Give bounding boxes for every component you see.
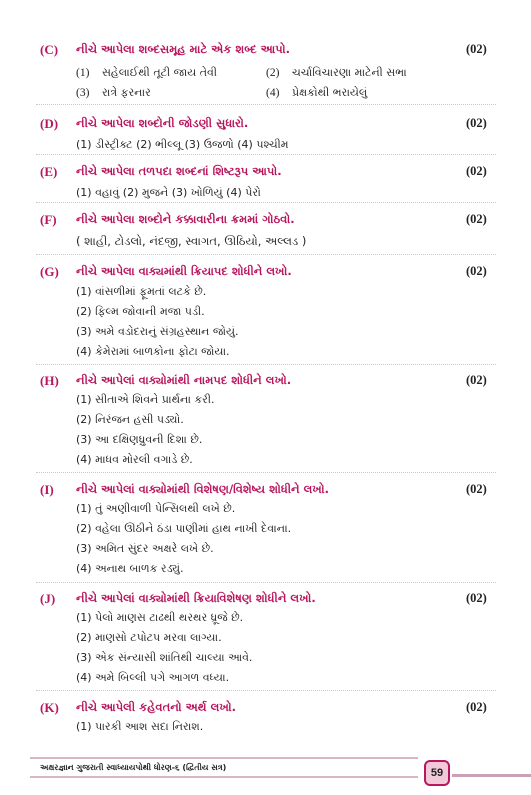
question-h: [0, 373, 531, 466]
divider: [36, 472, 496, 473]
question-letter: (E): [40, 164, 58, 179]
question-marks: (02): [466, 373, 487, 387]
question-line: (1) ડીસ્ટ્રીક્ટ (2) ભીલ્લૂ (3) ઉજળો (4) પશ્ચીમ: [76, 138, 289, 151]
divider: [36, 582, 496, 583]
divider: [36, 202, 496, 203]
question-title: નીચે આપેલાં વાક્યોમાંથી નામપદ શોધીને લખો.: [76, 373, 292, 387]
divider: [36, 104, 496, 105]
question-e: [0, 164, 531, 199]
question-line: (1) પારકી આશ સદા નિરાશ.: [76, 720, 204, 733]
footer-stripe: [30, 757, 418, 759]
question-line: (2) વહેલા ઊઠીને ઠંડા પાણીમાં હાથ નાખી દેવાના.: [76, 522, 292, 535]
divider: [36, 364, 496, 365]
question-marks: (02): [466, 212, 487, 226]
question-title: નીચે આપેલા તળપદા શબ્દનાં શિષ્ટરૂપ આપો.: [76, 164, 282, 178]
question-title: નીચે આપેલી કહેવતનો અર્થ લખો.: [76, 700, 237, 714]
question-line: (4) કેમેરામાં બાળકોના ફોટા જોયા.: [76, 345, 230, 358]
question-letter: (I): [40, 482, 54, 497]
divider: [36, 254, 496, 255]
question-line: (3) અમિત સુંદર અક્ષરે લખે છે.: [76, 542, 214, 555]
question-line: (3) અમે વડોદરાનું સંગ્રહસ્થાન જોયું.: [76, 325, 239, 338]
question-line: (1) તું અણીવાળી પેન્સિલથી લખે છે.: [76, 502, 236, 515]
question-letter: (H): [40, 373, 59, 388]
footer-stripe: [452, 774, 531, 777]
question-title: નીચે આપેલા વાક્યમાંથી ક્રિયાપદ શોધીને લખો.: [76, 264, 292, 278]
question-line: (3) એક સંન્યાસી શાંતિથી ચાલ્યા આવે.: [76, 651, 253, 664]
question-marks: (02): [466, 264, 487, 278]
divider: [36, 154, 496, 155]
question-letter: (F): [40, 212, 57, 227]
question-marks: (02): [466, 700, 487, 714]
question-title: નીચે આપેલાં વાક્યોમાંથી ક્રિયાવિશેષણ શોધીને લખો.: [76, 591, 316, 605]
question-letter: (C): [40, 42, 59, 57]
question-d: [0, 116, 531, 151]
question-line: (2) નિરંજન હસી પડ્યો.: [76, 413, 184, 426]
question-line: (1) વાંસળીમાં ફૂમતાં લટકે છે.: [76, 285, 207, 298]
question-title: નીચે આપેલાં વાક્યોમાંથી વિશેષણ/વિશેષ્ય શોધીને લખો.: [76, 482, 329, 496]
footer-stripe: [30, 776, 418, 778]
question-line: (1) સીતાએ શિવને પ્રાર્થના કરી.: [76, 393, 215, 406]
question-line: (1) પેલો માણસ ટાઢથી થરથર ધ્રૂજે છે.: [76, 611, 244, 624]
question-letter: (J): [40, 591, 56, 606]
question-j: [0, 591, 531, 684]
question-line: (4) માધવ મોરલી વગાડે છે.: [76, 453, 193, 466]
question-line: (3) આ દક્ષિણધ્રુવની દિશા છે.: [76, 433, 203, 446]
question-marks: (02): [466, 164, 487, 178]
question-i: [0, 482, 531, 575]
grid-item: (2) ચર્ચાવિચારણા માટેની સભા: [266, 66, 407, 79]
question-marks: (02): [466, 42, 487, 56]
question-c: [0, 42, 531, 99]
question-letter: (K): [40, 700, 59, 715]
page-number-badge: 59: [424, 760, 450, 786]
question-line: (2) માણસો ટપોટપ મરવા લાગ્યા.: [76, 631, 222, 644]
question-line: (4) અનાથ બાળક રડ્યું.: [76, 562, 184, 575]
question-letter: (G): [40, 264, 59, 279]
grid-item: (4) પ્રેક્ષકોથી ભરાયેલું: [266, 86, 368, 99]
divider: [36, 690, 496, 691]
grid-item: (3) રાત્રે ફરનાર: [76, 86, 151, 99]
question-line: ( શાહી, ટોડલો, નંદજી, સ્વાગત, ઊઠિયો, અલ્લડ ): [76, 234, 307, 248]
question-line: (4) અમે બિલ્લી પગે આગળ વધ્યા.: [76, 671, 230, 684]
footer-book-title: અક્ષરજ્ઞાન ગુજરાતી સ્વાધ્યાયપોથી ધોરણ-૬ (દ્વિતીય સત્ર): [40, 763, 227, 772]
question-g: [0, 264, 531, 358]
question-title: નીચે આપેલા શબ્દોને કક્કાવારીના ક્રમમાં ગોઠવો.: [76, 212, 295, 226]
question-line: (2) ફિલ્મ જોવાની મજા પડી.: [76, 305, 205, 318]
question-f: [0, 212, 531, 248]
question-title: નીચે આપેલા શબ્દોની જોડણી સુધારો.: [76, 116, 249, 130]
question-letter: (D): [40, 116, 59, 131]
question-title: નીચે આપેલા શબ્દસમૂહ માટે એક શબ્દ આપો.: [76, 42, 290, 56]
question-marks: (02): [466, 116, 487, 130]
question-line: (1) વહાવું (2) મુજને (3) ખોળિયું (4) પેરો: [76, 186, 261, 199]
grid-item: (1) સહેલાઈથી તૂટી જાય તેવી: [76, 66, 218, 79]
question-marks: (02): [466, 591, 487, 605]
question-k: [0, 700, 531, 733]
question-marks: (02): [466, 482, 487, 496]
